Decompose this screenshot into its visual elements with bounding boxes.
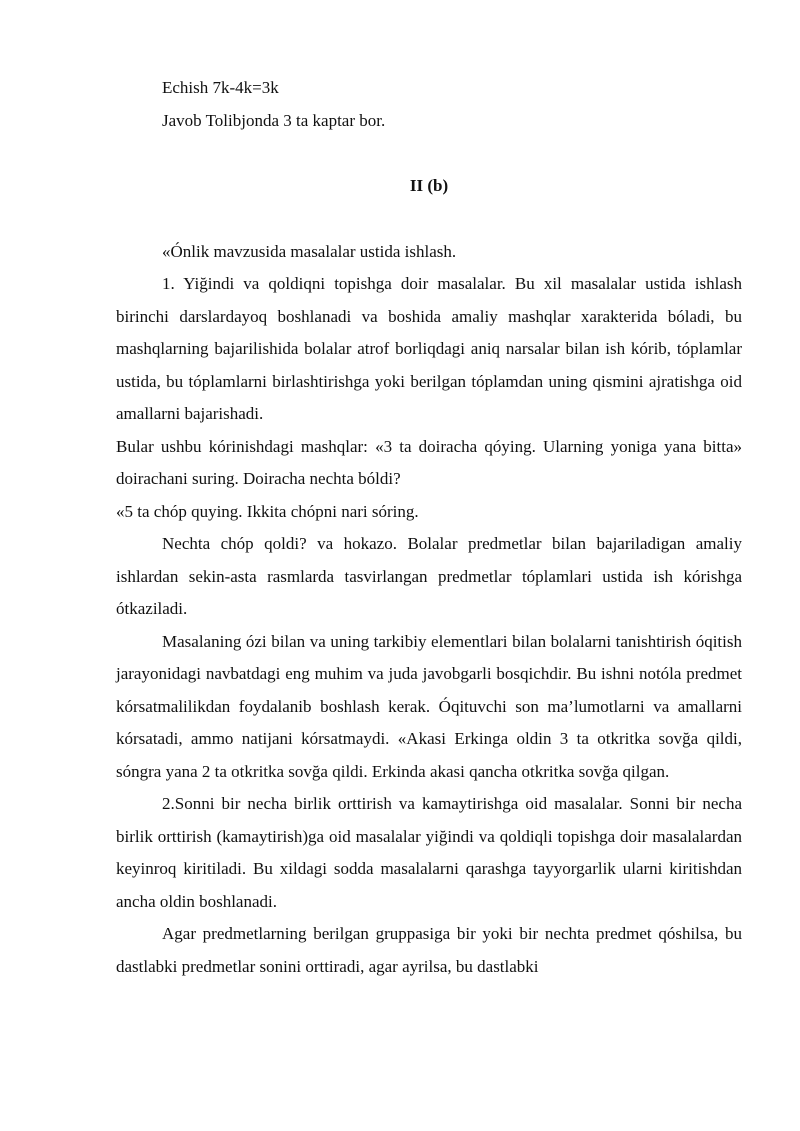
answer-line: Javob Tolibjonda 3 ta kaptar bor. [162, 110, 386, 130]
paragraph-sum-difference: 1. Yiğindi va qoldiqni topishga doir masalalar. Bu xil masalalar ustida ishlash birinchi darslardayoq boshlanadi va boshida amaliy mashqlar xarakterida bóladi, bu mashqlarning bajarilishida bolalar atrof borliqdagi aniq narsalar bilan ish kórib, tóplamlar ustida, bu tóplamlarni birlashtirishga yoki berilgan tóplamdan uning qismini ajratishga oid amallarni bajarishadi. [116, 274, 742, 423]
solution-line: Echish 7k-4k=3k [162, 78, 279, 97]
paragraph-topic: «Ónlik mavzusida masalalar ustida ishlash. [162, 241, 457, 261]
paragraph-groups: Agar predmetlarning berilgan gruppasiga bir yoki bir nechta predmet qóshilsa, bu dastlabki predmetlar sonini orttiradi, agar ayrilsa, bu dastlabki [116, 924, 742, 976]
paragraph-practice: Nechta chóp qoldi? va hokazo. Bolalar predmetlar bilan bajariladigan amaliy ishlardan sekin-asta rasmlarda tasvirlangan predmetlar tóplamlari ustida ish kórishga ótkaziladi. [116, 534, 742, 618]
paragraph-exercise-circles: Bular ushbu kórinishdagi mashqlar: «3 ta doiracha qóying. Ularning yoniga yana bitta» doirachani suring. Doiracha nechta bóldi? [116, 436, 742, 488]
paragraph-exercise-sticks: «5 ta chóp quying. Ikkita chópni nari sóring. [116, 501, 419, 521]
paragraph-problem-intro: Masalaning ózi bilan va uning tarkibiy elementlari bilan bolalarni tanishtirish óqitish jarayonidagi navbatdagi eng muhim va juda javobgarli bosqichdir. Bu ishni notóla predmet kórsatmalilikdan foydalanib boshlash kerak. Óqituvchi son ma’lumotlarni va amallarni kórsatadi, ammo natijani kórsatmaydi. «Akasi Erkinga oldin 3 ta otkritka sovğa qildi, sóngra yana 2 ta otkritka sovğa qildi. Erkinda akasi qancha otkritka sovğa qilgan. [116, 631, 742, 781]
section-heading: II (b) [409, 176, 449, 195]
paragraph-increase-decrease: 2.Sonni bir necha birlik orttirish va kamaytirishga oid masalalar. Sonni bir necha birlik orttirish (kamaytirish)ga oid masalalar yiğindi va qoldiqli topishga doir masalalardan keyinroq kiritiladi. Bu xildagi sodda masalalarni qarashga tayyorgarlik ularni kiritishdan ancha oldin boshlanadi. [116, 794, 742, 911]
document-page [116, 72, 742, 983]
